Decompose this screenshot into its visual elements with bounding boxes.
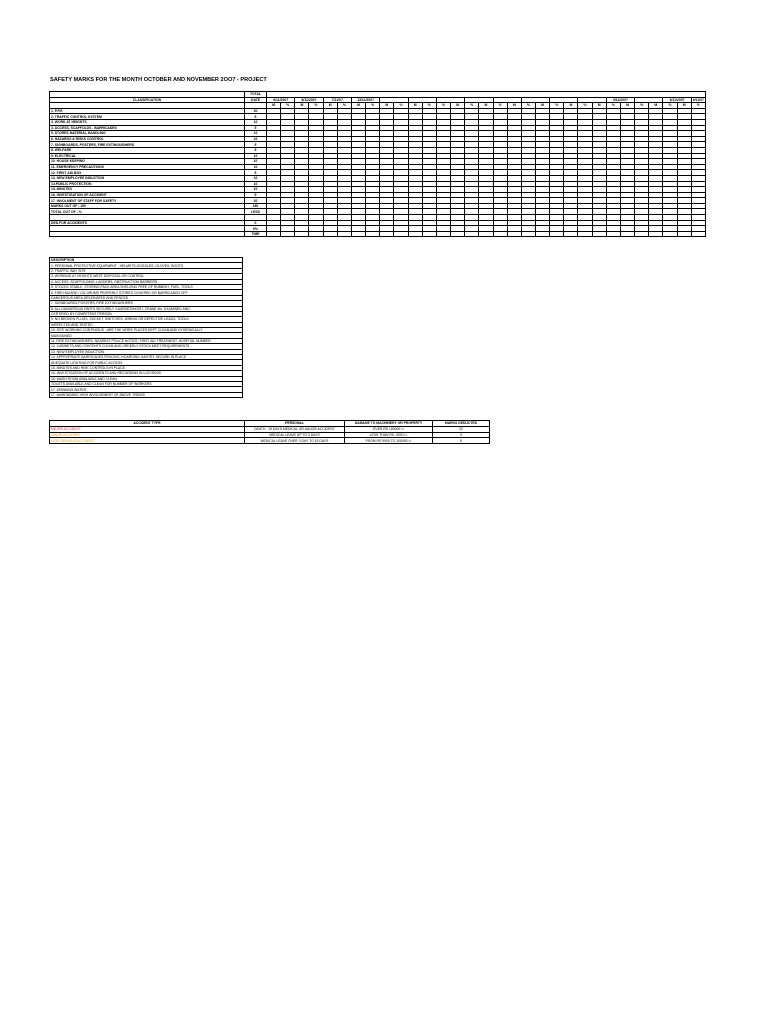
total-marks: 5 [245, 147, 267, 153]
score-cell [408, 231, 422, 237]
safety-marks-table [49, 91, 706, 237]
classification-label: 11. EMERGENCY PRECAUTIONS [50, 164, 245, 170]
classification-label: 15. MINUTES [50, 187, 245, 193]
total-marks: 10 [245, 131, 267, 137]
score-cell [451, 231, 465, 237]
description-item: 13. NEW EMPLOYEE INDUCTION [50, 349, 243, 354]
total-marks: 5 [245, 125, 267, 131]
description-item: CERTIFIED BY COMPETENT PERSON [50, 311, 243, 316]
description-item: 4. ACCESS, SCAFFOLDING, LADDERS, OBSTRUCTION BARRIERS [50, 279, 243, 284]
total-marks: 10 [245, 153, 267, 159]
subheader-cell: % [493, 103, 507, 109]
classification-label: 6. HAZARDS & RISKS CONTROL [50, 136, 245, 142]
total-marks: 10 [245, 175, 267, 181]
total-marks: 10 [245, 159, 267, 165]
subheader-cell: M [295, 103, 309, 109]
description-item: 15. MINUTES AND RISK CONTROLS IN PLACE [50, 365, 243, 370]
subheader-cell: M [677, 103, 691, 109]
subheader-cell: M [620, 103, 634, 109]
description-item: TOILETS AVAILABLE AND CLEAN FOR NUMBER OF WORKERS [50, 381, 243, 386]
description-item: 17. DRINKING WATER [50, 387, 243, 392]
classification-label: 10. HOUSE KEEPING [50, 159, 245, 165]
description-header: DESCRIPTION [50, 258, 243, 263]
accident-personal: DEATH , 15 DAYS MEDICAL OR MAJOR ACCIDENT [245, 426, 345, 432]
description-item: MAINTAINED [50, 333, 243, 338]
classification-label: 12. FIRST AID BOX [50, 170, 245, 176]
score-cell [394, 231, 408, 237]
score-cell [535, 231, 549, 237]
subheader-cell: M [649, 103, 663, 109]
score-cell [521, 231, 535, 237]
score-cell [380, 231, 394, 237]
classification-label: TOTAL OUT OF - % [50, 209, 245, 215]
score-cell [351, 231, 365, 237]
description-item: 7. SIGNBOARDS,POSTERS, FIRE EXTINGUISHERS [50, 301, 243, 306]
description-item: 2. TRAFFIC WAY SITE [50, 268, 243, 273]
score-cell [649, 231, 663, 237]
date-cell: 13/11/2007 [351, 97, 379, 103]
total-header: TOTAL [245, 92, 267, 98]
score-cell [677, 231, 691, 237]
subheader-cell: % [281, 103, 295, 109]
classification-label: 2. TRAFFIC CONTROL SYSTEM [50, 114, 245, 120]
total-marks: 5 [245, 192, 267, 198]
subheader-cell: M [267, 103, 281, 109]
date-header: DATE [245, 97, 267, 103]
accident-header-cell: MARKS DEDUCTED [433, 421, 490, 427]
subheader-cell: % [422, 103, 436, 109]
classification-header: CLASSIFICATION [50, 97, 245, 103]
description-item: 10. SITE WORKING CONTINIOUS - ARE THE WORK PLACES KEPT CLEAN AND HYGIENICALLY [50, 328, 243, 333]
marks-deducted: 5 [433, 438, 490, 444]
page-title: SAFETY MARKS FOR THE MONTH OCTOBER AND NOVEMBER 2OO7 - PROJECT [50, 77, 267, 83]
subheader-cell: M [351, 103, 365, 109]
classification-label: MARKS OUT OF : 160 [50, 203, 245, 209]
total-marks: 10 [245, 181, 267, 187]
subheader-cell: % [606, 103, 620, 109]
score-cell [465, 231, 479, 237]
subheader-cell: % [465, 103, 479, 109]
subheader-cell: M [451, 103, 465, 109]
score-cell [436, 231, 450, 237]
score-cell [550, 231, 564, 237]
subheader-cell: % [691, 103, 705, 109]
score-cell [422, 231, 436, 237]
subheader-cell: % [309, 103, 323, 109]
score-cell [323, 231, 337, 237]
accident-type: MAJOR ACCIDENT [50, 426, 245, 432]
score-cell [691, 231, 705, 237]
classification-label: 9. ELECTRICAL [50, 153, 245, 159]
classification-label: 7. SIGNBOARDS, POSTERS, FIRE EXTINGUISHERS [50, 142, 245, 148]
accident-damage: FROM RS 5000 TO 100000 /= [345, 438, 433, 444]
score-cell [635, 231, 649, 237]
accident-type: LESS SERIOUS ACCIDENT [50, 438, 245, 444]
subheader-cell: M [592, 103, 606, 109]
total-marks: 10 [245, 136, 267, 142]
score-cell [267, 231, 281, 237]
score-cell [493, 231, 507, 237]
subheader-cell: % [635, 103, 649, 109]
score-cell [295, 231, 309, 237]
accident-type: MINOR ACCIDENT [50, 432, 245, 438]
description-item: 6. FIRE HAZARD / OIL DRUMS PROPERLY STORED COVERED OR BARRICADED OFF [50, 290, 243, 295]
classification-label: 13. NEW EMPLOYEE INDUCTION [50, 175, 245, 181]
subheader-cell: % [366, 103, 380, 109]
subheader-cell: % [436, 103, 450, 109]
description-table [49, 257, 243, 398]
total-marks: 20 [245, 108, 267, 114]
classification-label: 5. STORES MATERIAL HANDLING [50, 131, 245, 137]
total-marks: 0 [245, 220, 267, 226]
description-item: 16. INVESTIGATION OF ACCIDENTS AND RECORDING IN LOG BOOK [50, 371, 243, 376]
total-marks: 0% [245, 226, 267, 232]
total-marks: 5 [245, 142, 267, 148]
description-item: INSPECTED AND TESTED [50, 322, 243, 327]
subheader-cell: M [380, 103, 394, 109]
accident-header-cell: DAMAGE TO MACHINERY OR PROPERTY [345, 421, 433, 427]
description-item: 8. ALL DANGEROUS PARTS SECURELY GUARDED/HOIST, CRANE etc. EXAMINED AND [50, 306, 243, 311]
score-cell [564, 231, 578, 237]
date-cell: 9/11/07 [692, 97, 704, 102]
subheader-cell: % [663, 103, 677, 109]
subheader-cell: M [479, 103, 493, 109]
total-marks: LESS [245, 209, 267, 215]
accident-personal: MEDICAL LEAVE UP TO 3 DAYS [245, 432, 345, 438]
subheader-cell: M [535, 103, 549, 109]
accident-row [50, 438, 490, 444]
score-cell [507, 231, 521, 237]
classification-label [50, 231, 245, 237]
score-cell [578, 231, 592, 237]
date-cell: 6/11/2007 [267, 97, 295, 103]
accident-type-table [49, 420, 490, 444]
subheader-cell: % [578, 103, 592, 109]
subheader-cell: M [507, 103, 521, 109]
classification-label: 4. ACCESS, SCAFFOLDS , BARRICADES [50, 125, 245, 131]
subheader-cell: M [323, 103, 337, 109]
score-cell [620, 231, 634, 237]
description-item: 12. CABINETS AND CONTENTS CLEAN AND ORDERLY STOCK MEET REQUIREMENTS [50, 344, 243, 349]
description-item: 1. PERSONAL PROTECTIVE EQUIPMENT : HELMETS,GOGGLES, GLOVES, BOOTS [50, 263, 243, 268]
subheader-cell: M [408, 103, 422, 109]
total-marks: 160 [245, 203, 267, 209]
description-item: 5. STOCKS STABLE, STORING PACK AREA SHELVING FREE OF RUBBISH, FUEL, TOOLS [50, 284, 243, 289]
subheader-cell: % [394, 103, 408, 109]
score-cell [479, 231, 493, 237]
classification-label: 14.PUBLIC PROTECTION [50, 181, 245, 187]
score-cell [606, 231, 620, 237]
description-item: 11. FIRE EXTINGUISHERS, NEAREST POLICE NOTICE, FIRST AID TREATMENT, HOSPITAL NUMBER [50, 338, 243, 343]
accident-personal: MEDICAL LEAVE OVER 3 DAY TO 15 DAYS [245, 438, 345, 444]
classification-label: 16. INVESTIGATION OF ACCIDENT [50, 192, 245, 198]
classification-label: 3. WORK AT HEIGHTS [50, 119, 245, 125]
classification-label: 17. INVOLMENT OF STAFF FOR SAFETY [50, 198, 245, 204]
total-marks: 10 [245, 119, 267, 125]
classification-label: 8. WELFARE [50, 147, 245, 153]
subheader-cell: M [564, 103, 578, 109]
subheader-cell: % [521, 103, 535, 109]
marks-deducted: 20 [433, 426, 490, 432]
date-cell: 6/11/2007 [663, 97, 691, 103]
subheader-cell: % [337, 103, 351, 109]
score-cell [592, 231, 606, 237]
accident-header-cell: PERSONAL [245, 421, 345, 427]
accident-damage: OVER RS 100000 /= [345, 426, 433, 432]
total-marks: 10 [245, 187, 267, 193]
classification-row [50, 231, 706, 237]
description-item: 14. APPROPRIATE BARRICADES,FENCING, HOARDING GANTRY SECURE IN PLACE [50, 355, 243, 360]
description-item: DANGEROUS AREA DESIGNATED AND FENCED [50, 295, 243, 300]
description-item: 17. MAINTAINING HIGH INVOLVEMENT OF ABOVE THINGS [50, 392, 243, 397]
date-cell: 9/11/2007 [606, 97, 634, 103]
classification-label: 1. P.P.E [50, 108, 245, 114]
score-cell [309, 231, 323, 237]
date-cell: 8/11/2007 [295, 97, 323, 103]
score-cell [337, 231, 351, 237]
description-row [50, 392, 243, 397]
score-cell [281, 231, 295, 237]
total-marks: 5 [245, 114, 267, 120]
subheader-cell: % [550, 103, 564, 109]
description-item: ADEQUATE LIGHTING FOR PUBLIC ACCESS [50, 360, 243, 365]
description-item: 3. WORKING AT HEIGHTS WEST DISPOSAL OR CONTROL [50, 274, 243, 279]
score-cell [663, 231, 677, 237]
total-marks: 5 [245, 170, 267, 176]
date-cell: 7/11/07 [323, 97, 351, 103]
description-item: 16. WASH ROOM AVAILABLE AND CLEAN [50, 376, 243, 381]
accident-damage: LESS THAN RS. 5000 /= [345, 432, 433, 438]
total-marks: TIME [245, 231, 267, 237]
total-marks: 10 [245, 164, 267, 170]
marks-deducted: 3 [433, 432, 490, 438]
accident-header-cell: ACCIDENT TYPE [50, 421, 245, 427]
classification-label: DED.FOR ACCIDENTS [50, 220, 245, 226]
score-cell [366, 231, 380, 237]
description-item: 9. NO BROKEN PLUGS, SOCKET, SWITCHES, WIRING OR DEFECTIVE LEADS, TOOLS [50, 317, 243, 322]
total-marks: 20 [245, 198, 267, 204]
